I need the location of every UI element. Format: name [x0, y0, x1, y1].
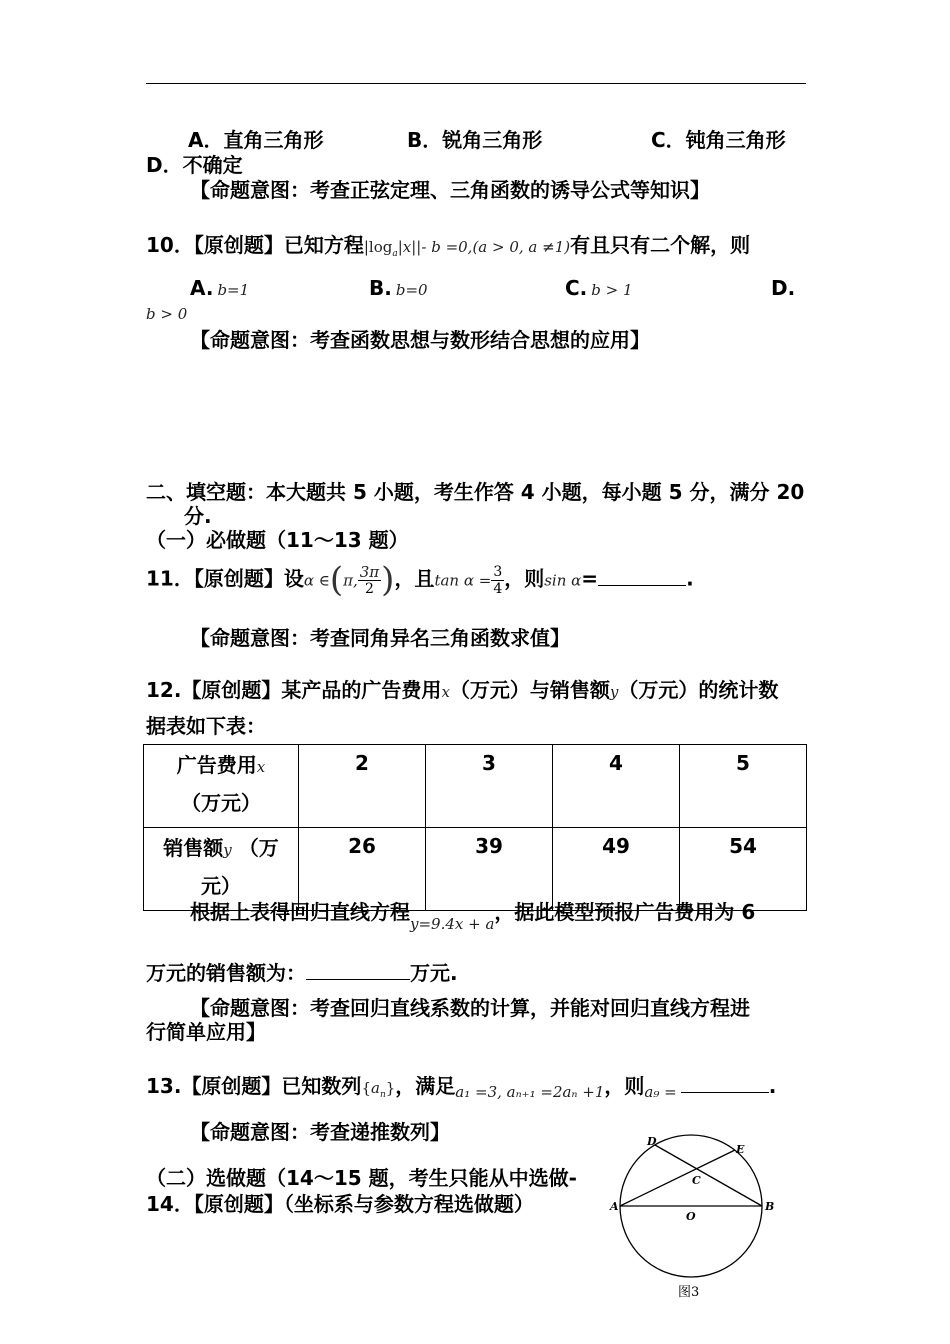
table-cell: 49	[553, 828, 680, 911]
q11-tan-den: 4	[493, 580, 503, 597]
q12-answer-blank[interactable]	[306, 979, 410, 980]
circle-figure	[608, 1132, 778, 1302]
q11-tan-num: 3	[493, 563, 503, 580]
q11-left-paren: (	[329, 560, 344, 600]
label-a: A	[610, 1200, 619, 1213]
label-c: C	[692, 1174, 701, 1187]
q10-tail: 有且只有二个解，则	[570, 233, 751, 257]
part2-heading: （二）选做题（14～15 题，考生只能从中选做-	[146, 1166, 577, 1190]
q9-option-c: C．钝角三角形	[651, 128, 786, 152]
top-rule	[146, 83, 806, 84]
table-row	[144, 745, 807, 828]
q12-answer-prefix: 万元的销售额为：	[146, 961, 306, 985]
row1-head-var: x	[256, 758, 266, 776]
q11-eq: =	[581, 566, 599, 591]
section2-part1: （一）必做题（11～13 题）	[146, 528, 409, 552]
q11-fraction	[358, 564, 381, 597]
q9-option-a: A．直角三角形	[188, 128, 324, 152]
row1-head-text: 广告费用	[176, 753, 257, 777]
q11-mid: ，且	[394, 566, 435, 591]
q10-option-d-label: D.	[771, 276, 796, 300]
q11-sin: sin α	[544, 571, 582, 590]
q10-lead: 10．【原创题】已知方程	[146, 233, 364, 257]
q13-seq-sub: n	[379, 1090, 386, 1100]
chord-db	[655, 1145, 762, 1206]
q10-eq-rest: - b =0,	[421, 238, 473, 256]
q11-tan: tan α =	[434, 571, 492, 590]
q10-option-b	[369, 276, 428, 300]
row1-head-unit: （万元）	[181, 791, 261, 815]
q13-mid: ，满足	[395, 1074, 456, 1098]
q12-mid: （万元）与销售额	[449, 678, 610, 702]
q10-option-d-value	[146, 300, 187, 324]
q13-intent: 【命题意图：考查递推数列】	[190, 1120, 450, 1144]
q12-lead: 12.【原创题】某产品的广告费用	[146, 678, 442, 702]
q11-tan-fraction	[491, 564, 504, 597]
q11-right-paren: )	[381, 560, 395, 600]
q12-after-lead: 根据上表得回归直线方程	[190, 900, 410, 924]
q9-intent: 【命题意图：考查正弦定理、三角函数的诱导公式等知识】	[190, 178, 710, 202]
q10-option-a-value: b=1	[217, 281, 250, 299]
q10-option-c	[565, 276, 633, 300]
q13-seq: $\{a_n\}$	[361, 1079, 396, 1100]
section2-heading-cont: 分.	[184, 504, 212, 528]
q11-end: .	[686, 566, 694, 591]
q12-stem	[146, 674, 778, 703]
label-b: B	[765, 1200, 775, 1213]
q12-stem-cont: 据表如下表：	[146, 714, 266, 738]
q10-log-base: a	[392, 249, 398, 259]
q12-intent: 【命题意图：考查回归直线系数的计算，并能对回归直线方程进	[190, 996, 750, 1020]
q13-seq-a: a	[370, 1079, 380, 1097]
q10-option-b-value: b=0	[395, 281, 428, 299]
q11-lead: 11．【原创题】设	[146, 566, 304, 591]
q10-var-x: x	[402, 238, 412, 256]
row2-head-unit-cont: 元）	[201, 874, 241, 898]
q12-after-tail: ，据此模型预报广告费用为 6	[494, 900, 756, 924]
q11-frac-den: 2	[365, 580, 374, 597]
q11-alpha-in: α ∈	[303, 571, 330, 590]
figure-caption: 图3	[678, 1285, 700, 1300]
q11-pi: π,	[343, 571, 358, 590]
table-cell: 54	[680, 828, 807, 911]
table-cell: 39	[426, 828, 553, 911]
q10-option-d-text: b > 0	[146, 305, 188, 323]
q10-option-c-label: C.	[565, 276, 588, 300]
q12-var-x: x	[441, 683, 450, 701]
q10-equation: $|\log_a|x||-$ b =0,(a > 0, a ≠1)	[363, 238, 571, 259]
label-e: E	[736, 1143, 745, 1156]
q9-option-b: B．锐角三角形	[407, 128, 543, 152]
q13-lead: 13.【原创题】已知数列	[146, 1074, 362, 1098]
q11-stem	[146, 560, 694, 600]
q10-intent: 【命题意图：考查函数思想与数形结合思想的应用】	[190, 328, 650, 352]
row2-head-text: 销售额	[163, 836, 224, 860]
q10-option-a	[190, 276, 249, 300]
row2-head-unit: （万	[238, 836, 279, 860]
table-cell: 2	[299, 745, 426, 828]
q13-recurrence: a₁ =3, aₙ₊₁ =2aₙ +1	[455, 1083, 605, 1101]
q12-answer-line	[146, 957, 458, 986]
q10-stem	[146, 229, 750, 259]
q13-stem	[146, 1070, 776, 1100]
q9-option-d: D．不确定	[146, 153, 243, 177]
q13-answer-blank[interactable]	[681, 1092, 769, 1093]
q12-intent-cont: 行简单应用】	[146, 1020, 266, 1044]
q10-log: log	[368, 238, 393, 256]
label-o: O	[686, 1210, 696, 1223]
q13-a9: a₉ =	[644, 1083, 677, 1101]
table-row-header	[144, 745, 299, 828]
table-cell: 3	[426, 745, 553, 828]
q10-option-c-value: b > 1	[591, 281, 633, 299]
q12-regression-eq: y=9.4x + a	[410, 915, 495, 933]
q11-then: ，则	[504, 566, 545, 591]
q12-regression-line	[190, 896, 756, 933]
q13-end: .	[768, 1074, 777, 1098]
q12-data-table	[143, 744, 807, 911]
label-d: D	[647, 1135, 657, 1148]
table-cell: 26	[299, 828, 426, 911]
q10-option-a-label: A.	[190, 276, 214, 300]
q12-tail: （万元）的统计数	[618, 678, 779, 702]
row2-head-var: y	[223, 841, 232, 859]
section2-heading: 二、填空题：本大题共 5 小题，考生作答 4 小题，每小题 5 分，满分 20	[146, 480, 805, 504]
q11-frac-num: 3π	[359, 562, 380, 581]
q10-option-b-label: B.	[369, 276, 392, 300]
q13-then: ，则	[604, 1074, 645, 1098]
q11-intent: 【命题意图：考查同角异名三角函数求值】	[190, 626, 570, 650]
q14-stem: 14．【原创题】（坐标系与参数方程选做题）	[146, 1192, 534, 1216]
table-cell: 4	[553, 745, 680, 828]
q10-eq-cond: (a > 0, a ≠1)	[472, 238, 571, 256]
table-cell: 5	[680, 745, 807, 828]
q12-answer-suffix: 万元.	[410, 961, 458, 985]
q12-var-y: y	[609, 683, 619, 701]
q11-answer-blank[interactable]	[598, 585, 686, 586]
